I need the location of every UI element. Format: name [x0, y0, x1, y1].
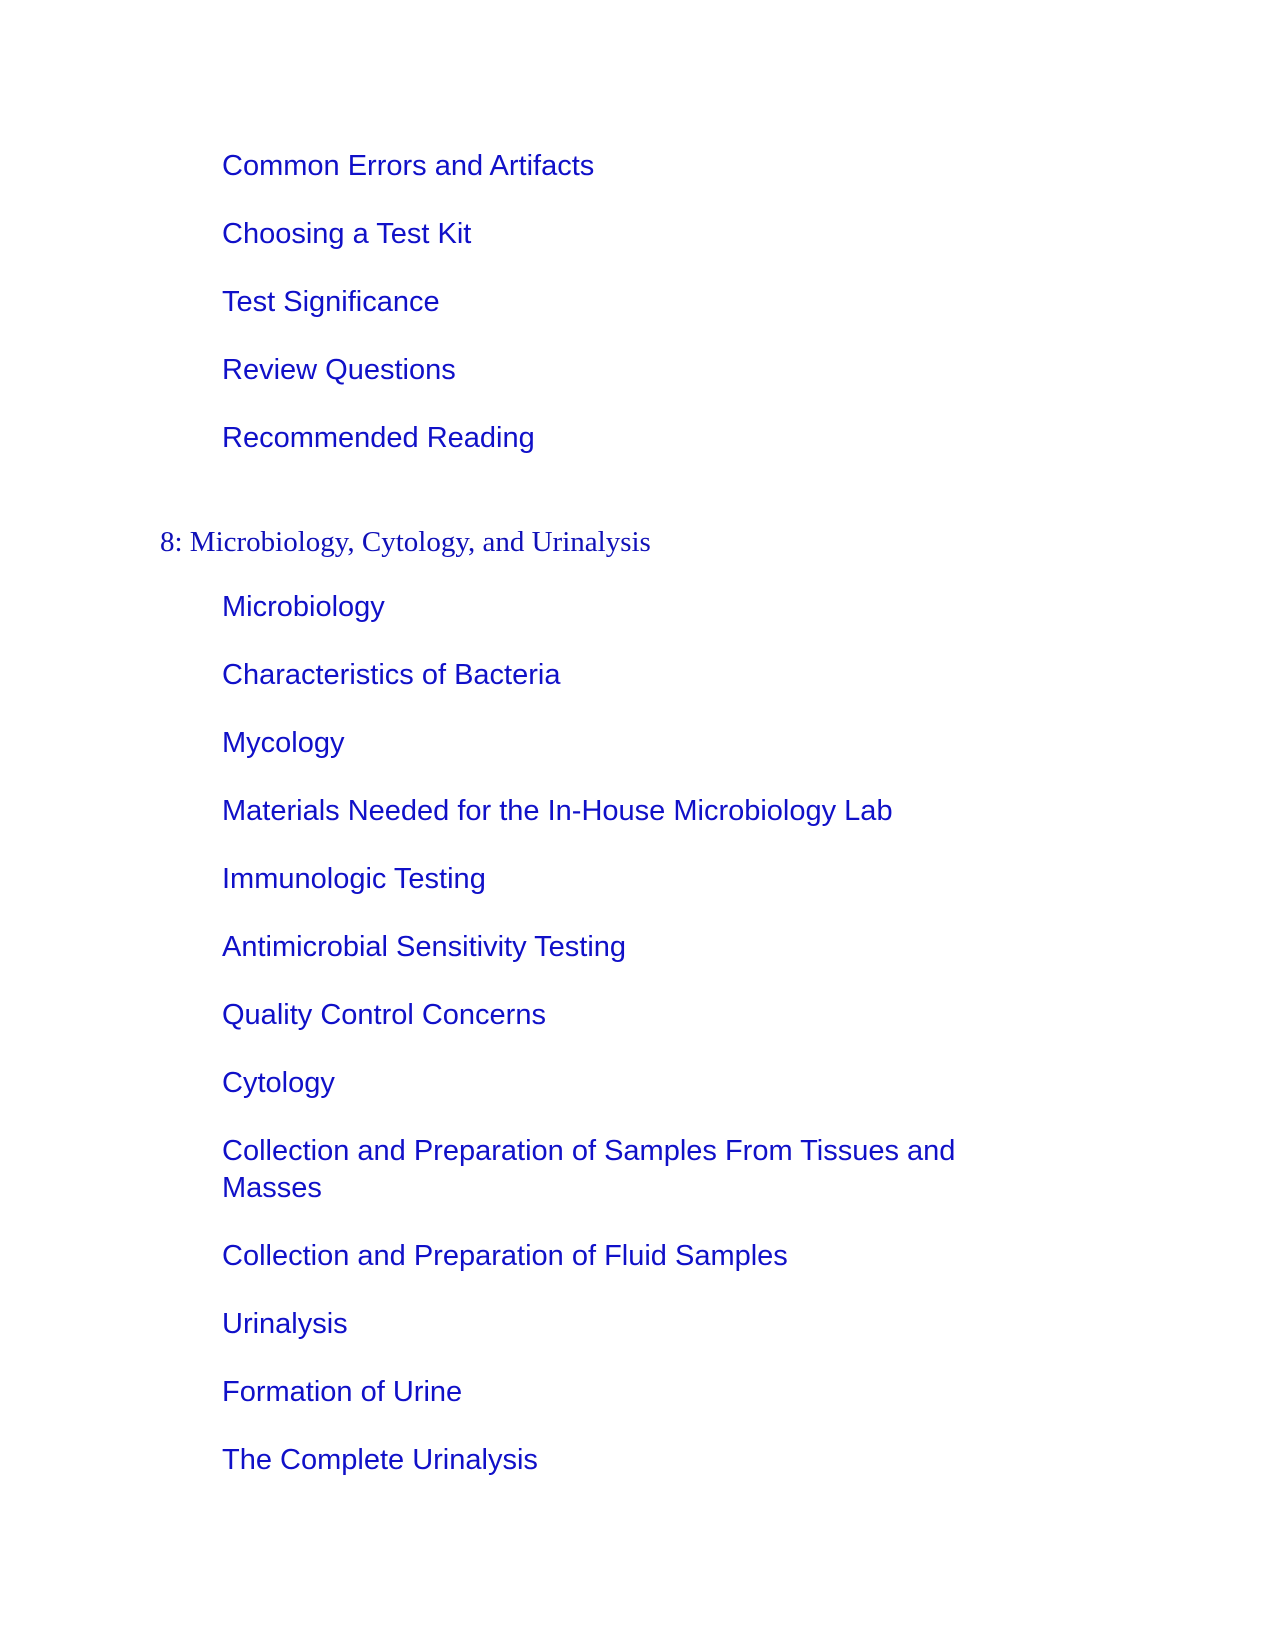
toc-link-recommended-reading[interactable]: Recommended Reading: [222, 422, 535, 454]
toc-link-cytology[interactable]: Cytology: [222, 1067, 335, 1099]
toc-link-quality-control-concerns[interactable]: Quality Control Concerns: [222, 999, 546, 1031]
toc-link-immunologic-testing[interactable]: Immunologic Testing: [222, 863, 486, 895]
chapter-heading: 8: Microbiology, Cytology, and Urinalysis: [160, 526, 651, 558]
toc-link-microbiology[interactable]: Microbiology: [222, 591, 385, 623]
toc-link-formation-of-urine[interactable]: Formation of Urine: [222, 1376, 463, 1408]
toc-link-collection-and-preparation-of-fluid-samples[interactable]: Collection and Preparation of Fluid Samples: [222, 1240, 788, 1272]
toc-link-characteristics-of-bacteria[interactable]: Characteristics of Bacteria: [222, 659, 561, 691]
toc-link-the-complete-urinalysis[interactable]: The Complete Urinalysis: [222, 1444, 538, 1476]
toc-link-common-errors-and-artifacts[interactable]: Common Errors and Artifacts: [222, 150, 595, 182]
toc-link-test-significance[interactable]: Test Significance: [222, 286, 440, 318]
toc-link-materials-needed-for-the-in-house-microbiology-lab[interactable]: Materials Needed for the In-House Microbiology Lab: [222, 795, 893, 827]
toc-link-collection-and-preparation-of-samples-from-tissues-and-masses[interactable]: Collection and Preparation of Samples From Tissues and Masses: [222, 1135, 956, 1204]
toc-link-mycology[interactable]: Mycology: [222, 727, 345, 759]
toc-link-antimicrobial-sensitivity-testing[interactable]: Antimicrobial Sensitivity Testing: [222, 931, 627, 963]
toc-link-choosing-a-test-kit[interactable]: Choosing a Test Kit: [222, 218, 472, 250]
toc-link-urinalysis[interactable]: Urinalysis: [222, 1308, 348, 1340]
toc-link-review-questions[interactable]: Review Questions: [222, 354, 456, 386]
